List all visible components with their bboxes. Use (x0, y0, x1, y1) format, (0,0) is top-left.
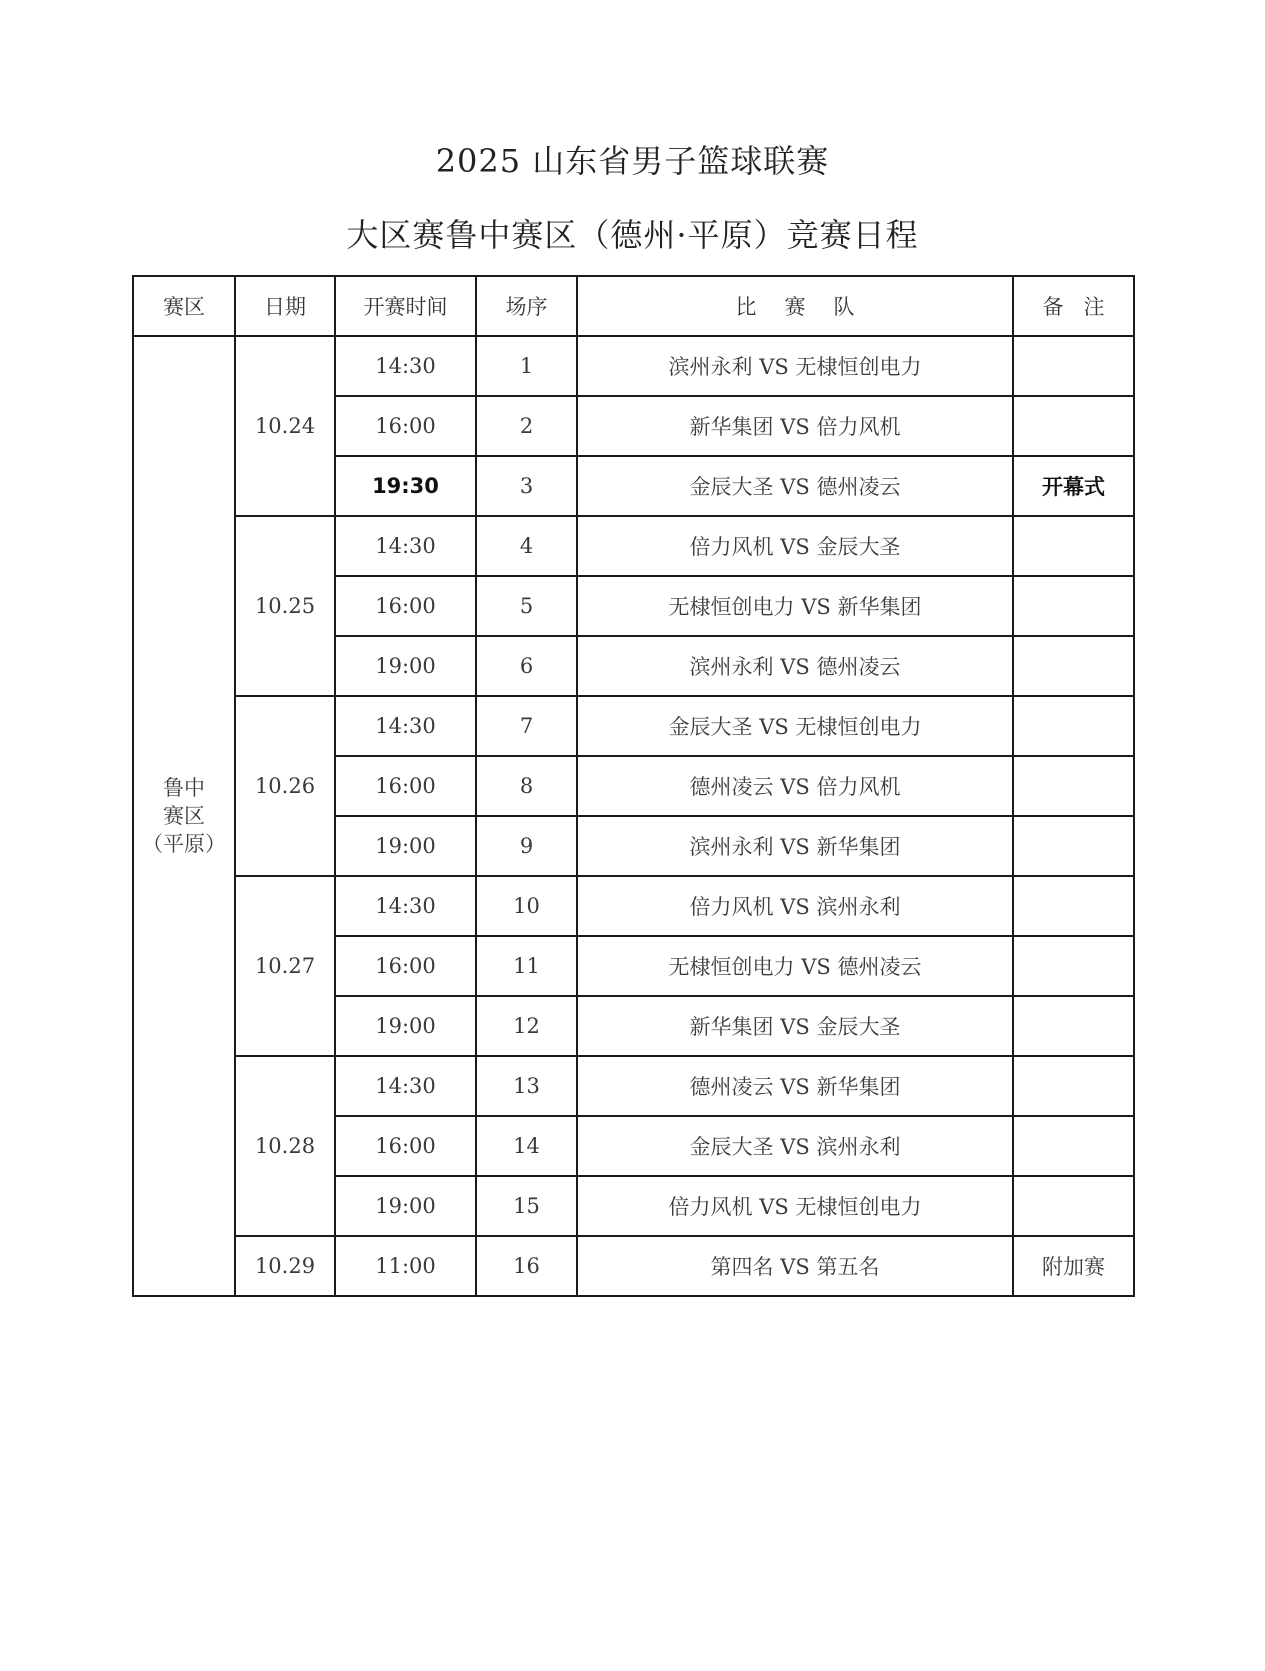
order-cell: 6 (476, 636, 577, 696)
header-teams: 比赛队 (577, 276, 1013, 336)
time-cell: 14:30 (335, 336, 476, 396)
time-cell: 19:30 (335, 456, 476, 516)
date-cell: 10.28 (235, 1056, 335, 1236)
teams-cell: 倍力风机 VS 无棣恒创电力 (577, 1176, 1013, 1236)
order-cell: 10 (476, 876, 577, 936)
header-date: 日期 (235, 276, 335, 336)
header-order: 场序 (476, 276, 577, 336)
header-notes: 备注 (1013, 276, 1134, 336)
time-cell: 14:30 (335, 876, 476, 936)
time-cell: 16:00 (335, 396, 476, 456)
date-cell: 10.24 (235, 336, 335, 516)
note-cell (1013, 516, 1134, 576)
note-cell: 附加赛 (1013, 1236, 1134, 1296)
time-cell: 19:00 (335, 996, 476, 1056)
teams-cell: 无棣恒创电力 VS 新华集团 (577, 576, 1013, 636)
date-cell: 10.25 (235, 516, 335, 696)
region-line: （平原） (142, 832, 226, 856)
table-row (133, 1056, 1134, 1116)
teams-cell: 金辰大圣 VS 无棣恒创电力 (577, 696, 1013, 756)
date-cell: 10.27 (235, 876, 335, 1056)
date-cell: 10.26 (235, 696, 335, 876)
time-cell: 14:30 (335, 1056, 476, 1116)
table-row (133, 1236, 1134, 1296)
schedule-table (132, 275, 1135, 1297)
table-row (133, 336, 1134, 396)
order-cell: 5 (476, 576, 577, 636)
region-cell (133, 336, 235, 1296)
time-cell: 14:30 (335, 516, 476, 576)
table-row (133, 696, 1134, 756)
note-cell (1013, 576, 1134, 636)
header-row (133, 276, 1134, 336)
teams-cell: 金辰大圣 VS 滨州永利 (577, 1116, 1013, 1176)
teams-cell: 倍力风机 VS 金辰大圣 (577, 516, 1013, 576)
order-cell: 13 (476, 1056, 577, 1116)
teams-cell: 滨州永利 VS 德州凌云 (577, 636, 1013, 696)
teams-cell: 新华集团 VS 倍力风机 (577, 396, 1013, 456)
order-cell: 3 (476, 456, 577, 516)
teams-cell: 新华集团 VS 金辰大圣 (577, 996, 1013, 1056)
order-cell: 2 (476, 396, 577, 456)
note-cell (1013, 1056, 1134, 1116)
note-cell (1013, 816, 1134, 876)
time-cell: 16:00 (335, 756, 476, 816)
order-cell: 9 (476, 816, 577, 876)
order-cell: 7 (476, 696, 577, 756)
note-cell (1013, 636, 1134, 696)
order-cell: 1 (476, 336, 577, 396)
note-cell (1013, 336, 1134, 396)
teams-cell: 滨州永利 VS 新华集团 (577, 816, 1013, 876)
teams-cell: 德州凌云 VS 倍力风机 (577, 756, 1013, 816)
table-row (133, 876, 1134, 936)
document-title: 2025 山东省男子篮球联赛 (435, 142, 830, 180)
order-cell: 4 (476, 516, 577, 576)
region-line: 赛区 (163, 804, 205, 828)
order-cell: 16 (476, 1236, 577, 1296)
note-cell (1013, 756, 1134, 816)
time-cell: 14:30 (335, 696, 476, 756)
header-region: 赛区 (133, 276, 235, 336)
header-time: 开赛时间 (335, 276, 476, 336)
teams-cell: 无棣恒创电力 VS 德州凌云 (577, 936, 1013, 996)
note-cell: 开幕式 (1013, 456, 1134, 516)
order-cell: 12 (476, 996, 577, 1056)
note-cell (1013, 996, 1134, 1056)
region-line: 鲁中 (163, 776, 205, 800)
document-subtitle: 大区赛鲁中赛区（德州·平原）竞赛日程 (346, 216, 919, 254)
time-cell: 16:00 (335, 936, 476, 996)
note-cell (1013, 696, 1134, 756)
date-cell: 10.29 (235, 1236, 335, 1296)
time-cell: 19:00 (335, 636, 476, 696)
order-cell: 8 (476, 756, 577, 816)
note-cell (1013, 876, 1134, 936)
time-cell: 16:00 (335, 1116, 476, 1176)
teams-cell: 滨州永利 VS 无棣恒创电力 (577, 336, 1013, 396)
table-row (133, 516, 1134, 576)
order-cell: 15 (476, 1176, 577, 1236)
note-cell (1013, 1176, 1134, 1236)
note-cell (1013, 396, 1134, 456)
teams-cell: 倍力风机 VS 滨州永利 (577, 876, 1013, 936)
teams-cell: 金辰大圣 VS 德州凌云 (577, 456, 1013, 516)
note-cell (1013, 1116, 1134, 1176)
time-cell: 11:00 (335, 1236, 476, 1296)
order-cell: 14 (476, 1116, 577, 1176)
teams-cell: 第四名 VS 第五名 (577, 1236, 1013, 1296)
order-cell: 11 (476, 936, 577, 996)
note-cell (1013, 936, 1134, 996)
time-cell: 19:00 (335, 1176, 476, 1236)
time-cell: 16:00 (335, 576, 476, 636)
time-cell: 19:00 (335, 816, 476, 876)
teams-cell: 德州凌云 VS 新华集团 (577, 1056, 1013, 1116)
